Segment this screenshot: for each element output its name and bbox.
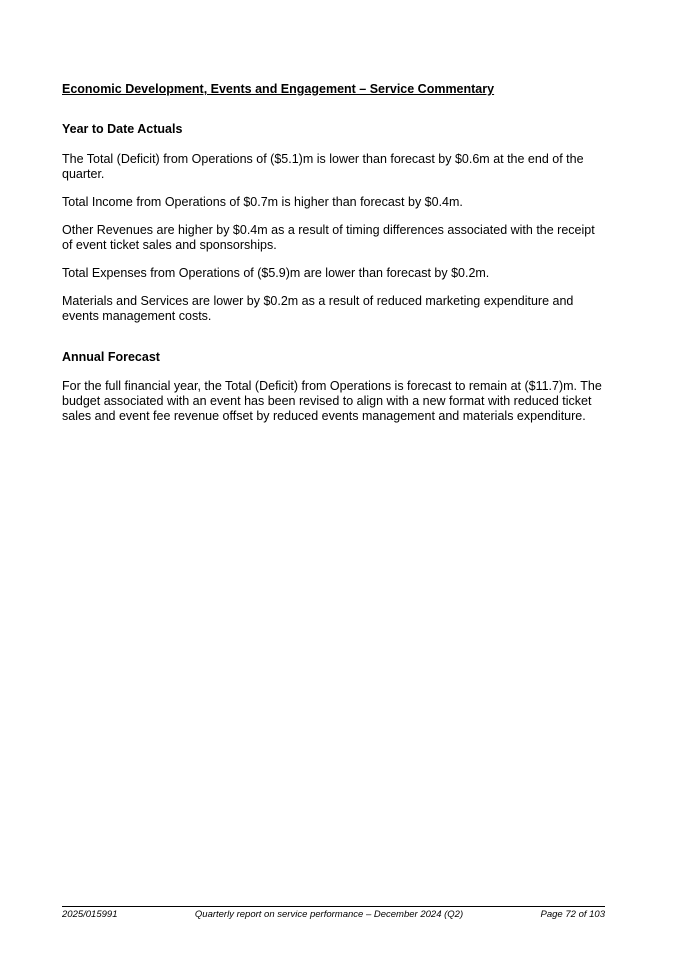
footer-doc-number: 2025/015991 — [62, 909, 118, 920]
paragraph: For the full financial year, the Total (Deficit) from Operations is forecast to remain at ($11.7)m. The budget associated with an event has been revised to align with a new format with reduced ticket sales and event fee revenue offset by reduced events management and materials expenditure. — [62, 379, 602, 423]
section-heading-annual-forecast: Annual Forecast — [62, 350, 160, 364]
paragraph: Materials and Services are lower by $0.2m as a result of reduced marketing expenditure and events management costs. — [62, 294, 574, 323]
paragraph: Other Revenues are higher by $0.4m as a result of timing differences associated with the receipt of event ticket sales and sponsorships. — [62, 223, 595, 252]
section-heading-year-to-date-actuals: Year to Date Actuals — [62, 122, 183, 136]
paragraph: Total Expenses from Operations of ($5.9)m are lower than forecast by $0.2m. — [62, 266, 490, 280]
page-footer — [62, 906, 605, 921]
page-content — [62, 82, 607, 424]
paragraph: Total Income from Operations of $0.7m is higher than forecast by $0.4m. — [62, 195, 463, 209]
footer-report-title: Quarterly report on service performance – December 2024 (Q2) — [194, 909, 464, 920]
document-title: Economic Development, Events and Engagement – Service Commentary — [62, 82, 495, 96]
footer-page-number: Page 72 of 103 — [540, 909, 605, 920]
paragraph: The Total (Deficit) from Operations of ($5.1)m is lower than forecast by $0.6m at the end of the quarter. — [62, 152, 584, 181]
